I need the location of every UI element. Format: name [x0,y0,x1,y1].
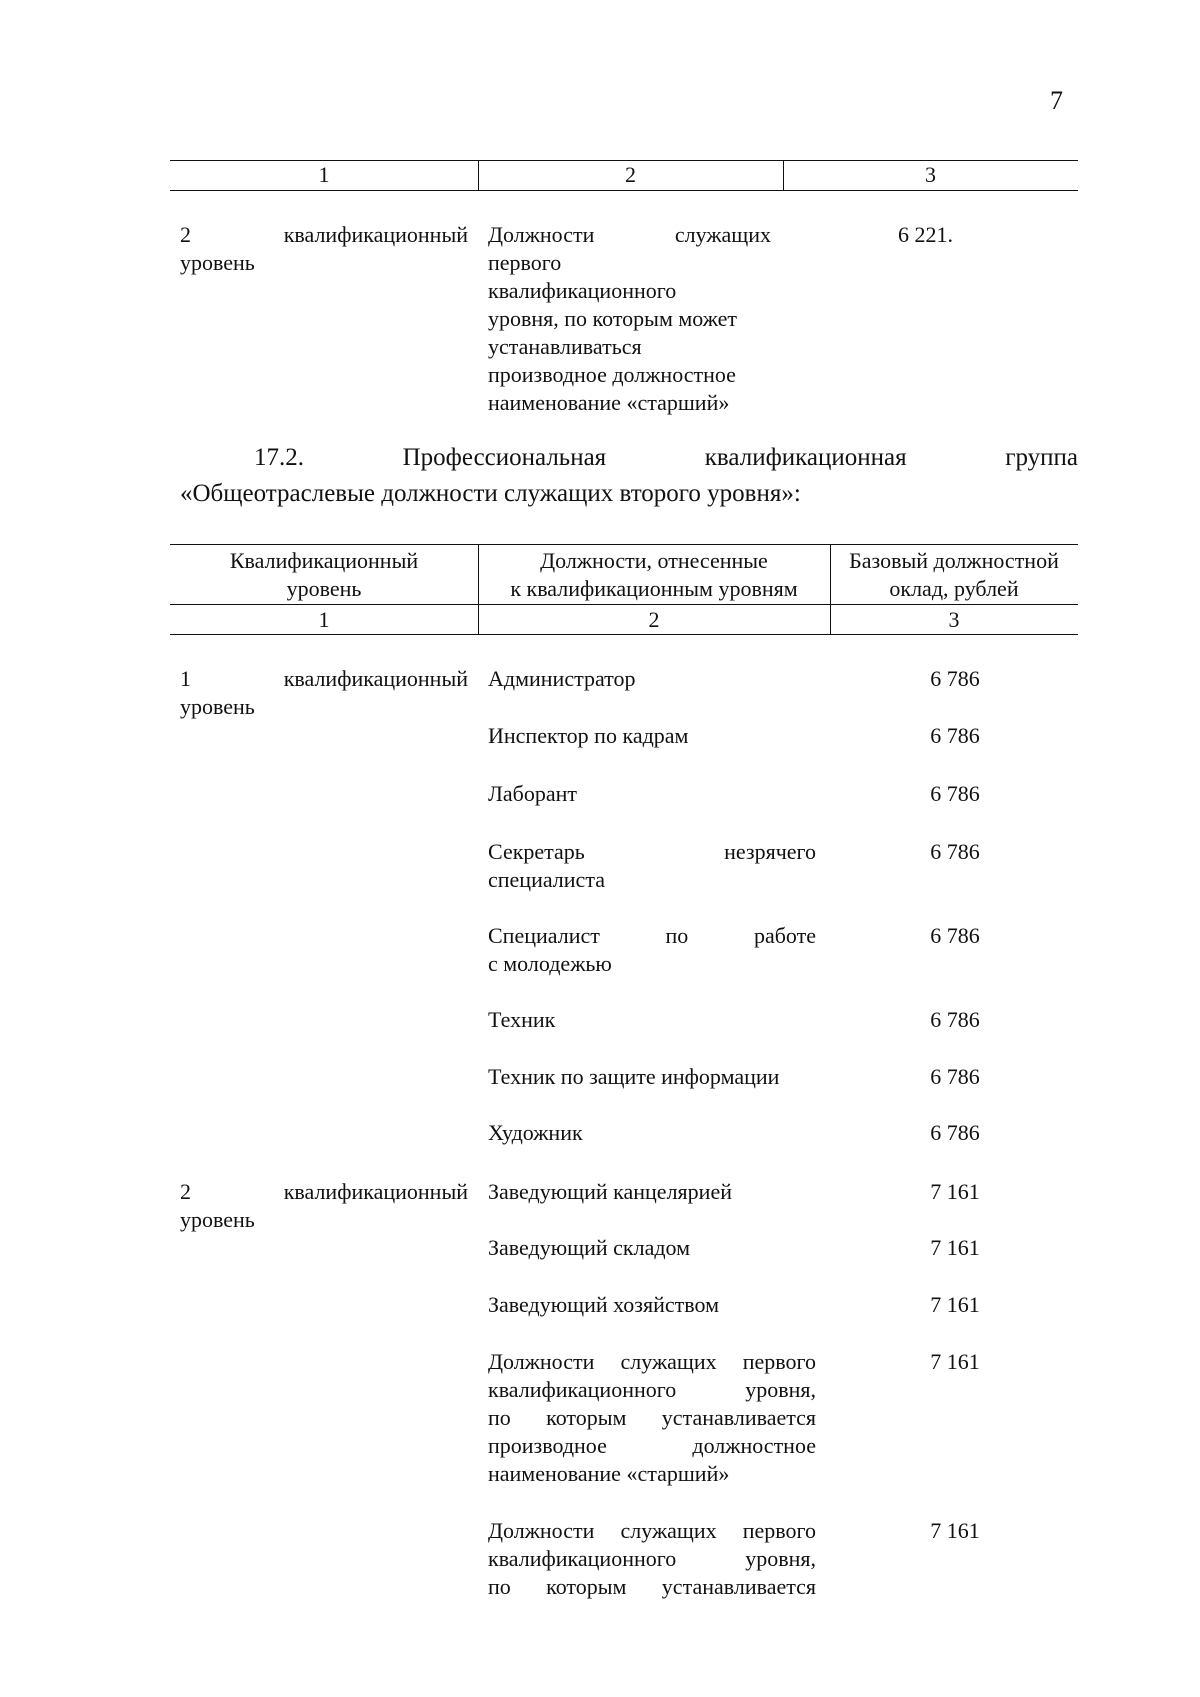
table-rule-top [170,544,1078,545]
position-cell: Администратор [488,666,636,691]
position-line [488,221,771,249]
level-number: 2 [180,222,191,247]
page-number: 7 [1050,86,1063,115]
salary-cell: 6 786 [930,666,980,691]
level-word: квалификационный [283,222,468,247]
salary-cell: 6 786 [930,781,980,806]
header-col-1 [170,547,478,603]
top-col-number-2: 2 [625,162,636,187]
salary-cell: 6 786 [930,723,980,748]
position-cell [488,922,816,978]
table-rule-numbers [170,634,1078,635]
col-number-1: 1 [318,607,330,632]
header-text: к квалификационным уровням [510,576,798,601]
position-line: производное должностное [488,362,736,387]
position-line: устанавливаться [488,334,642,359]
table-rule-header [170,604,1078,605]
col-number-3: 3 [948,607,960,632]
section-heading-line-2: «Общеотраслевые должности служащих второго уровня»: [180,480,801,507]
salary-cell: 6 786 [930,1007,980,1032]
position-cell [488,1517,816,1601]
position-cell: Заведующий хозяйством [488,1292,719,1317]
level-word-2: уровень [180,694,255,719]
level-word-2: уровень [180,250,255,275]
level-line [180,221,468,249]
position-cell: Заведующий канцелярией [488,1179,732,1204]
position-line: первого [488,250,562,275]
position-line: квалификационного [488,278,677,303]
position-line: с молодежью [488,951,612,976]
level-cell-2 [180,1178,468,1234]
position-line: производное должностное [488,1433,816,1458]
salary-cell: 6 786 [930,1120,980,1145]
position-line: специалиста [488,867,605,892]
position-cell [488,838,816,894]
header-text: уровень [286,576,362,601]
position-cell: Инспектор по кадрам [488,723,689,748]
position-line: Секретарь незрячего [488,839,816,864]
position-cell: Техник по защите информации [488,1064,780,1089]
header-text: Базовый должностной [849,548,1059,573]
salary-cell: 6 786 [930,923,980,948]
level-word: квалификационный [283,1179,468,1204]
section-heading-part: группа [1005,444,1078,471]
level-word: квалификационный [283,666,468,691]
salary-cell: 7 161 [930,1235,980,1260]
position-cell [488,221,771,417]
section-heading-part: квалификационная [704,444,907,471]
salary-cell: 7 161 [930,1292,980,1317]
header-col-2 [478,547,830,603]
level-number: 2 [180,1179,191,1204]
level-line [180,1178,468,1206]
level-line [180,665,468,693]
position-word-a: Должности [488,222,595,247]
position-line: наименование «старший» [488,390,730,415]
level-cell [180,221,468,277]
level-word-2: уровень [180,1207,255,1232]
position-line: квалификационного уровня, [488,1546,816,1571]
position-cell: Техник [488,1007,556,1032]
salary-cell: 6 786 [930,1064,980,1089]
salary-cell: 7 161 [930,1179,980,1204]
level-number: 1 [180,666,191,691]
section-heading-part: 17.2. Профессиональная [254,444,607,471]
level-cell-1 [180,665,468,721]
position-line: по которым устанавливается [488,1574,816,1599]
header-text: Должности, отнесенные [540,548,768,573]
col-number-2: 2 [648,607,660,632]
position-line: Должности служащих первого [488,1349,816,1374]
position-cell: Заведующий складом [488,1235,691,1260]
position-cell [488,1348,816,1488]
top-col-number-1: 1 [318,162,330,187]
position-line: Должности служащих первого [488,1518,816,1543]
section-heading-line-1 [254,442,1078,474]
position-word-b: служащих [674,222,771,247]
header-col-3 [830,547,1078,603]
header-text: оклад, рублей [889,576,1019,601]
position-line: наименование «старший» [488,1461,730,1486]
salary-cell: 6 786 [930,839,980,864]
position-line: Специалист по работе [488,923,816,948]
salary-cell: 6 221. [898,222,953,247]
salary-cell: 7 161 [930,1518,980,1543]
position-cell: Лаборант [488,781,578,806]
top-col-number-3: 3 [925,162,936,187]
position-line: по которым устанавливается [488,1405,816,1430]
salary-cell: 7 161 [930,1349,980,1374]
position-line: квалификационного уровня, [488,1377,816,1402]
position-cell: Художник [488,1120,583,1145]
position-line: уровня, по которым может [488,306,738,331]
top-table-rule-bottom [170,190,1078,191]
header-text: Квалификационный [229,548,419,573]
